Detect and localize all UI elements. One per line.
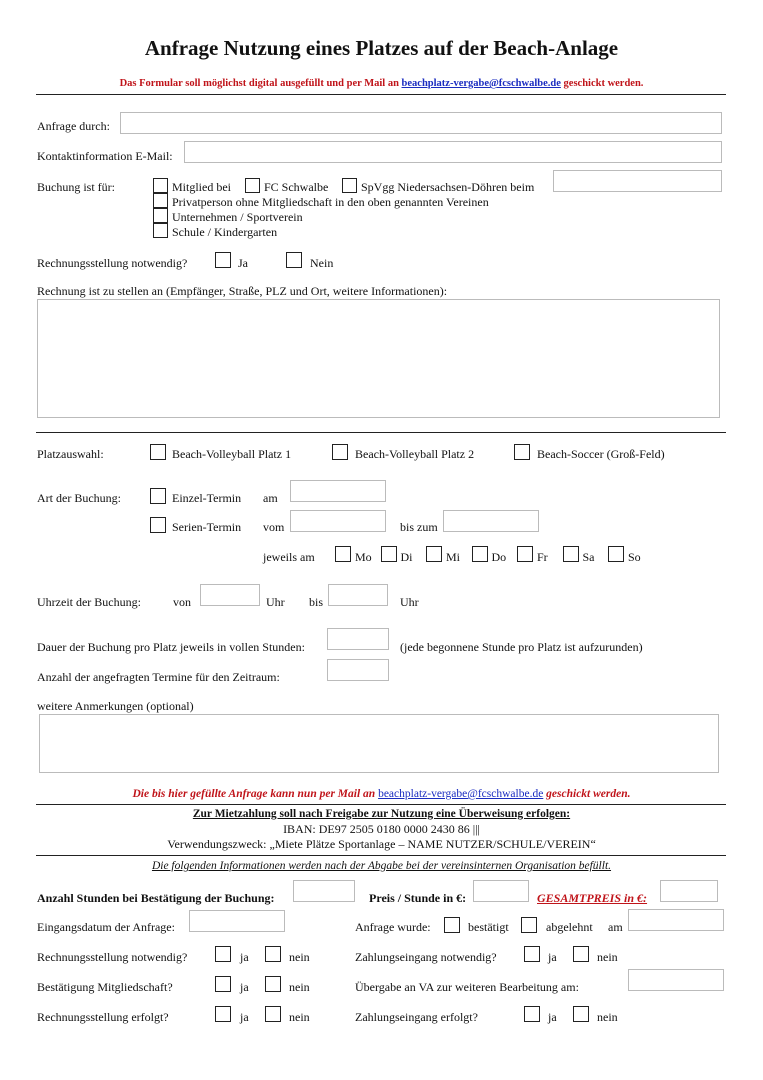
invoice-yes-checkbox[interactable] — [215, 252, 231, 268]
email-input[interactable] — [184, 141, 722, 163]
membership-nein-checkbox[interactable] — [265, 976, 281, 992]
decision-am-label: am — [608, 920, 623, 934]
request-was-label: Anfrage wurde: — [355, 920, 431, 934]
company-checkbox[interactable] — [153, 208, 168, 223]
court1-label: Beach-Volleyball Platz 1 — [172, 447, 292, 461]
payment-heading: Zur Mietzahlung soll nach Freigabe zur Nutzung eine Überweisung erfolgen: — [192, 808, 571, 820]
private-label: Privatperson ohne Mitgliedschaft in den oben genannten Vereinen — [172, 195, 489, 209]
single-am-label: am — [263, 491, 278, 505]
price-input[interactable] — [473, 880, 529, 902]
single-label: Einzel-Termin — [172, 491, 242, 505]
payment-done-nein-label: nein — [597, 1010, 618, 1024]
court2-label: Beach-Volleyball Platz 2 — [355, 447, 475, 461]
time-from-input[interactable] — [200, 584, 260, 606]
invoice-done-label: Rechnungsstellung erfolgt? — [37, 1010, 169, 1024]
membership-ja-checkbox[interactable] — [215, 976, 231, 992]
time-uhr2-label: Uhr — [400, 595, 419, 609]
member-label: Mitglied bei — [172, 180, 231, 194]
divider-internal — [36, 855, 726, 856]
divider-payment — [36, 804, 726, 805]
invoice-needed-nein-label: nein — [289, 950, 310, 964]
instruction-email-link[interactable]: beachplatz-vergabe@fcschwalbe.de — [401, 78, 561, 89]
invoice-address-label: Rechnung ist zu stellen an (Empfänger, Straße, PLZ und Ort, weitere Informationen): — [37, 284, 448, 298]
remarks-label: weitere Anmerkungen (optional) — [37, 699, 194, 713]
price-label: Preis / Stunde in €: — [369, 891, 467, 905]
confirmed-label: bestätigt — [468, 920, 509, 934]
send-note-text: Die bis hier gefüllte Anfrage kann nun per Mail an — [132, 788, 379, 800]
time-to-label: bis — [309, 595, 324, 609]
remarks-textarea[interactable] — [39, 714, 719, 773]
payment-purpose: Verwendungszweck: „Miete Plätze Sportanlage – NAME NUTZER/SCHULE/VEREIN“ — [167, 837, 596, 851]
payment-needed-label: Zahlungseingang notwendig? — [355, 950, 497, 964]
membership-confirm-label: Bestätigung Mitgliedschaft? — [37, 980, 173, 994]
invoice-needed-ja-label: ja — [240, 950, 249, 964]
invoice-done-nein-checkbox[interactable] — [265, 1006, 281, 1022]
invoice-needed-nein-checkbox[interactable] — [265, 946, 281, 962]
duration-note: (jede begonnene Stunde pro Platz ist aufzurunden) — [400, 640, 643, 654]
invoice-needed-ja-checkbox[interactable] — [215, 946, 231, 962]
weekday-so-checkbox[interactable] — [608, 546, 624, 562]
time-uhr1-label: Uhr — [266, 595, 285, 609]
invoice-yes-label: Ja — [238, 256, 248, 270]
court2-checkbox[interactable] — [332, 444, 348, 460]
weekday-di-checkbox[interactable] — [381, 546, 397, 562]
internal-heading: Die folgenden Informationen werden nach der Abgabe bei der vereinsinternen Organisation befüllt. — [151, 860, 612, 872]
payment-done-label: Zahlungseingang erfolgt? — [355, 1010, 478, 1024]
membership-nein-label: nein — [289, 980, 310, 994]
send-note-text-end: geschickt werden. — [543, 788, 631, 800]
received-input[interactable] — [189, 910, 285, 932]
court3-checkbox[interactable] — [514, 444, 530, 460]
weekday-mi-checkbox[interactable] — [426, 546, 442, 562]
time-from-label: von — [173, 595, 191, 609]
invoice-needed-label: Rechnungsstellung notwendig? — [37, 256, 188, 270]
invoice-no-label: Nein — [310, 256, 334, 270]
divider-court — [36, 432, 726, 433]
member-checkbox[interactable] — [153, 178, 168, 193]
weekday-sa-checkbox[interactable] — [563, 546, 579, 562]
series-to-input[interactable] — [443, 510, 539, 532]
page-title: Anfrage Nutzung eines Platzes auf der Beach-Anlage — [144, 36, 619, 60]
series-checkbox[interactable] — [150, 517, 166, 533]
weekday-do-label: Do — [491, 550, 507, 564]
payment-iban: IBAN: DE97 2505 0180 0000 2430 86 ||| — [283, 822, 480, 836]
payment-needed-nein-checkbox[interactable] — [573, 946, 589, 962]
fc-schwalbe-checkbox[interactable] — [245, 178, 260, 193]
instruction-note — [0, 78, 763, 89]
company-label: Unternehmen / Sportverein — [172, 210, 303, 224]
total-input[interactable] — [660, 880, 718, 902]
rejected-checkbox[interactable] — [521, 917, 537, 933]
send-note-email-link[interactable]: beachplatz-vergabe@fcschwalbe.de — [378, 788, 544, 800]
decision-date-input[interactable] — [628, 909, 724, 931]
count-input[interactable] — [327, 659, 389, 681]
school-label: Schule / Kindergarten — [172, 225, 278, 239]
handover-date-input[interactable] — [628, 969, 724, 991]
invoice-address-textarea[interactable] — [37, 299, 720, 418]
time-to-input[interactable] — [328, 584, 388, 606]
weekday-do-checkbox[interactable] — [472, 546, 488, 562]
instruction-text-end: geschickt werden. — [560, 78, 644, 89]
email-label: Kontaktinformation E-Mail: — [37, 149, 173, 163]
time-label: Uhrzeit der Buchung: — [37, 595, 141, 609]
payment-done-nein-checkbox[interactable] — [573, 1006, 589, 1022]
payment-done-ja-checkbox[interactable] — [524, 1006, 540, 1022]
payment-needed-ja-label: ja — [548, 950, 557, 964]
single-checkbox[interactable] — [150, 488, 166, 504]
weekday-fr-label: Fr — [537, 550, 548, 564]
hours-input[interactable] — [293, 880, 355, 902]
confirmed-checkbox[interactable] — [444, 917, 460, 933]
invoice-done-ja-label: ja — [240, 1010, 249, 1024]
weekday-fr-checkbox[interactable] — [517, 546, 533, 562]
payment-done-ja-label: ja — [548, 1010, 557, 1024]
duration-input[interactable] — [327, 628, 389, 650]
club-detail-input[interactable] — [553, 170, 722, 192]
series-from-input[interactable] — [290, 510, 386, 532]
divider-top — [36, 94, 726, 95]
received-label: Eingangsdatum der Anfrage: — [37, 920, 175, 934]
send-note — [0, 788, 763, 800]
invoice-done-ja-checkbox[interactable] — [215, 1006, 231, 1022]
court1-checkbox[interactable] — [150, 444, 166, 460]
private-checkbox[interactable] — [153, 193, 168, 208]
weekday-mi-label: Mi — [446, 550, 461, 564]
handover-label: Übergabe an VA zur weiteren Bearbeitung am: — [355, 980, 579, 994]
fc-schwalbe-label: FC Schwalbe — [264, 180, 329, 194]
anfrage-label: Anfrage durch: — [37, 119, 110, 133]
booking-for-label: Buchung ist für: — [37, 180, 115, 194]
membership-ja-label: ja — [240, 980, 249, 994]
payment-needed-ja-checkbox[interactable] — [524, 946, 540, 962]
court-label: Platzauswahl: — [37, 447, 104, 461]
weekday-mo-checkbox[interactable] — [335, 546, 351, 562]
hours-label: Anzahl Stunden bei Bestätigung der Buchung: — [37, 891, 275, 905]
duration-label: Dauer der Buchung pro Platz jeweils in vollen Stunden: — [37, 640, 305, 654]
booking-type-label: Art der Buchung: — [37, 491, 121, 505]
weekday-mo-label: Mo — [355, 550, 372, 564]
instruction-text: Das Formular soll möglichst digital ausgefüllt und per Mail an — [119, 78, 402, 89]
rejected-label: abgelehnt — [546, 920, 593, 934]
invoice-done-nein-label: nein — [289, 1010, 310, 1024]
total-label: GESAMTPREIS in €: — [537, 891, 648, 905]
weekday-so-label: So — [628, 550, 641, 564]
series-from-label: vom — [263, 520, 285, 534]
invoice-no-checkbox[interactable] — [286, 252, 302, 268]
weekday-sa-label: Sa — [582, 550, 595, 564]
invoice-needed-internal-label: Rechnungsstellung notwendig? — [37, 950, 188, 964]
series-label: Serien-Termin — [172, 520, 242, 534]
series-to-label: bis zum — [400, 520, 438, 534]
spvgg-checkbox[interactable] — [342, 178, 357, 193]
anfrage-input[interactable] — [120, 112, 722, 134]
weekday-di-label: Di — [400, 550, 413, 564]
single-date-input[interactable] — [290, 480, 386, 502]
court3-label: Beach-Soccer (Groß-Feld) — [537, 447, 665, 461]
weekday-label: jeweils am — [263, 550, 315, 564]
spvgg-label: SpVgg Niedersachsen-Döhren beim — [361, 180, 535, 194]
payment-needed-nein-label: nein — [597, 950, 618, 964]
count-label: Anzahl der angefragten Termine für den Zeitraum: — [37, 670, 280, 684]
school-checkbox[interactable] — [153, 223, 168, 238]
